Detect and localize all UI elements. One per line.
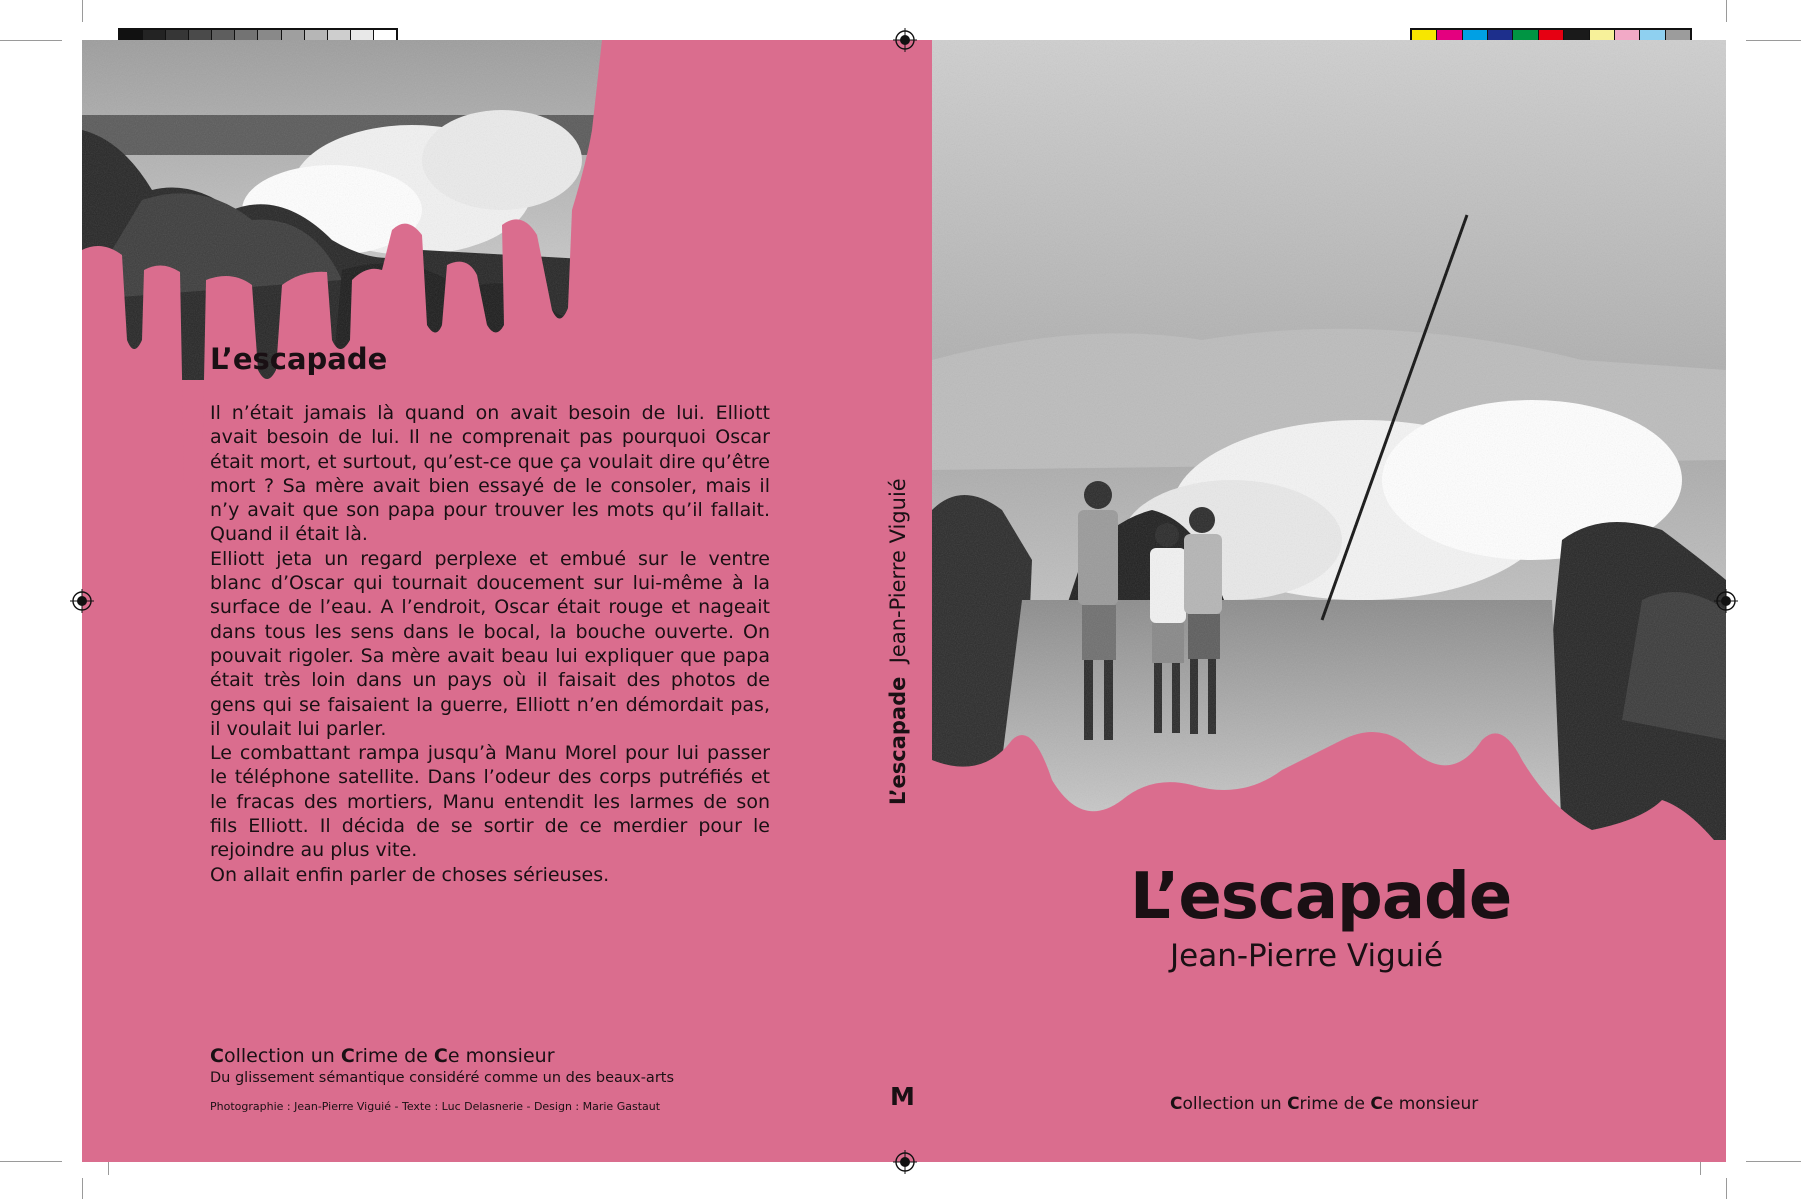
crop-mark [1746,1161,1801,1162]
front-cover-title: L’escapade [1130,860,1512,934]
collection-subtitle: Du glissement sémantique considéré comme un des beaux-arts [210,1070,675,1086]
registration-mark [893,28,917,52]
collection-text: ollection un [223,1045,341,1067]
crop-mark [0,1161,62,1162]
registration-mark [893,1150,917,1174]
crop-mark [1726,1178,1727,1199]
registration-mark [70,589,94,613]
spine-text [886,478,910,805]
collection-text: ollection un [1182,1094,1288,1114]
back-cover-heading: L’escapade [210,342,388,376]
collection-text: rime de [1299,1094,1371,1114]
front-cover-author: Jean-Pierre Viguié [1170,938,1444,974]
credits-line: Photographie : Jean-Pierre Viguié - Texte : Luc Delasnerie - Design : Marie Gastaut [210,1100,661,1113]
back-cover-blurb [210,401,770,887]
publisher-logo: M [890,1082,915,1111]
blurb-paragraph: Il n’était jamais là quand on avait besoin de lui. Elliott avait besoin de lui. Il ne comprenait pas pourquoi Oscar était mort, et surtout, qu’est-ce que ça voulait dire qu’être mort ? Sa mère avait bien essayé de le consoler, mais il n’y avait que son papa pour trouver les mots qu’il fallait. Quand il était là. [210,402,770,546]
crop-mark [82,1178,83,1199]
collection-initial: C [340,1045,355,1067]
crop-mark [0,40,62,41]
crop-mark [1726,0,1727,22]
collection-text: rime de [354,1045,434,1067]
registration-mark [1714,589,1738,613]
back-collection-name [210,1045,555,1067]
collection-initial: C [210,1045,224,1067]
collection-initial: C [433,1045,448,1067]
blurb-paragraph: On allait enfin parler de choses sérieuses. [210,863,610,886]
collection-initial: C [1170,1094,1183,1114]
collection-text: e monsieur [447,1045,555,1067]
collection-initial: C [1370,1094,1383,1114]
spine-title: L’escapade [886,676,910,805]
collection-initial: C [1287,1094,1300,1114]
spine-author: Jean-Pierre Viguié [886,478,910,664]
crop-mark [1746,40,1801,41]
blurb-paragraph: Le combattant rampa jusqu’à Manu Morel pour lui passer le téléphone satellite. Dans l’odeur des corps putréfiés et le fracas des mortiers, Manu entendit les larmes de son fils Elliott. Il décida de se sortir de ce merdier pour le rejoindre au plus vite. [210,742,770,862]
front-cover-photo [932,40,1726,840]
blurb-paragraph: Elliott jeta un regard perplexe et embué sur le ventre blanc d’Oscar qui tournait doucement sur lui-même à la surface de l’eau. A l’endroit, Oscar était rouge et nageait dans tous les sens dans le bocal, la bouche ouverte. On pouvait rigoler. Sa mère avait beau lui expliquer que papa était très loin dans un pays où il faisait des photos de gens qui se faisaient la guerre, Elliott n’en démordait pas, il voulait lui parler. [210,547,770,740]
front-collection-name [1170,1094,1478,1114]
crop-mark [82,0,83,22]
collection-text: e monsieur [1382,1094,1479,1114]
